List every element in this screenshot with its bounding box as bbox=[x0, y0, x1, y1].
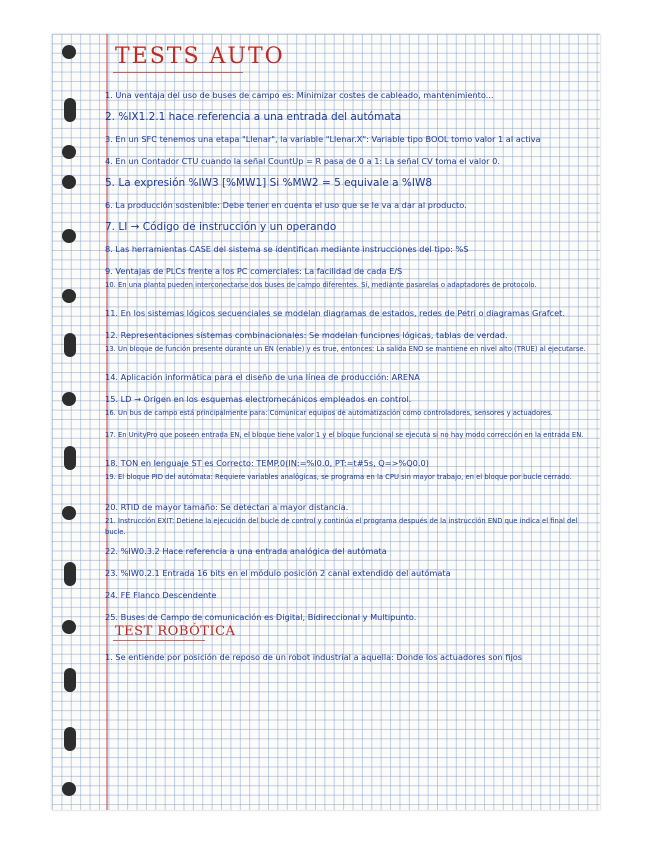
binder-hole bbox=[62, 145, 76, 159]
binder-hole bbox=[64, 98, 76, 122]
note-line-6: 6. La producción sostenible: Debe tener en cuenta el uso que se le va a dar al producto. bbox=[105, 200, 467, 210]
binder-hole bbox=[64, 727, 76, 751]
note-line-12: 12. Representaciones sistemas combinacionales: Se modelan funciones lógicas, tablas de verdad. bbox=[105, 330, 508, 340]
note-line-13: 13. Un bloque de función presente durante un EN (enable) y es true, entonces: La salida ENO se mantiene en nivel alto (TRUE) al ejecutarse. bbox=[105, 345, 586, 353]
section-title-robotics: TEST ROBÓTICA bbox=[115, 624, 236, 639]
robotics-note-line-1: 1. Se entiende por posición de reposo de un robot industrial a aquella: Donde los actuadores son fijos bbox=[105, 652, 523, 662]
binder-hole bbox=[64, 562, 76, 586]
note-line-2: 2. %IX1.2.1 hace referencia a una entrada del autómata bbox=[105, 111, 402, 123]
note-line-15: 15. LD → Origen en los esquemas electromecánicos empleados en control. bbox=[105, 394, 412, 404]
note-line-25: 25. Buses de Campo de comunicación es Digital, Bidireccional y Multipunto. bbox=[105, 612, 417, 622]
note-line-11: 11. En los sistemas lógicos secuenciales se modelan diagramas de estados, redes de Petri o diagramas Grafcet. bbox=[105, 308, 565, 318]
note-line-10: 10. En una planta pueden interconectarse dos buses de campo diferentes. Sí, mediante pasarelas o adaptadores de protocolo. bbox=[105, 281, 537, 289]
note-line-7: 7. LI → Código de instrucción y un operando bbox=[105, 221, 337, 233]
note-line-24: 24. FE Flanco Descendente bbox=[105, 590, 217, 600]
binder-hole bbox=[62, 45, 76, 59]
binder-hole bbox=[62, 175, 76, 189]
note-line-3: 3. En un SFC tenemos una etapa "Llenar", la variable "Llenar.X": Variable tipo BOOL tomo valor 1 al activa bbox=[105, 134, 541, 144]
note-line-17: 17. En UnityPro que poseen entrada EN, el bloque tiene valor 1 y el bloque funcional se ejecuta si no hay modo corrección en la entrada EN. bbox=[105, 431, 584, 439]
note-line-23: 23. %IW0.2.1 Entrada 16 bits en el módulo posición 2 canal extendido del autómata bbox=[105, 568, 451, 578]
note-line-1: 1. Una ventaja del uso de buses de campo es: Minimizar costes de cableado, mantenimiento... bbox=[105, 90, 494, 100]
note-line-14: 14. Aplicación informática para el diseño de una línea de producción: ARENA bbox=[105, 372, 420, 382]
binder-hole bbox=[62, 506, 76, 520]
binder-hole bbox=[64, 446, 76, 470]
note-line-18: 18. TON en lenguaje ST es Correcto: TEMP.0(IN:=%I0.0, PT:=t#5s, Q=>%Q0.0) bbox=[105, 458, 429, 468]
binder-hole bbox=[62, 229, 76, 243]
note-line-8: 8. Las herramientas CASE del sistema se identifican mediante instrucciones del tipo: %S bbox=[105, 244, 469, 254]
note-line-4: 4. En un Contador CTU cuando la señal CountUp = R pasa de 0 a 1: La señal CV toma el valor 0. bbox=[105, 156, 500, 166]
note-line-5: 5. La expresión %IW3 [%MW1] Si %MW2 = 5 equivale a %IW8 bbox=[105, 177, 433, 189]
note-line-22: 22. %IW0.3.2 Hace referencia a una entrada analógica del autómata bbox=[105, 546, 387, 556]
binder-hole bbox=[62, 782, 76, 796]
page-title: TESTS AUTO bbox=[115, 44, 285, 69]
binder-hole bbox=[62, 620, 76, 634]
binder-hole bbox=[62, 392, 76, 406]
note-line-21: 21. Instrucción EXIT: Detiene la ejecución del bucle de control y continúa el programa después de la instrucción END que indica el final del bucle. bbox=[105, 517, 578, 536]
note-line-9: 9. Ventajas de PLCs frente a los PC comerciales: La facilidad de cada E/S bbox=[105, 266, 403, 276]
note-line-16: 16. Un bus de campo está principalmente para: Comunicar equipos de automatización como controladores, sensores y actuadores. bbox=[105, 409, 553, 417]
note-line-20: 20. RTID de mayor tamaño: Se detectan a mayor distancia. bbox=[105, 502, 349, 512]
binder-hole bbox=[64, 668, 76, 692]
binder-hole bbox=[64, 333, 76, 357]
note-line-19: 19. El bloque PID del autómata: Requiere variables analógicas, se programa en la CPU sin mayor trabajo, en el bloque por bucle cerrado. bbox=[105, 473, 572, 481]
subtitle-underline bbox=[113, 640, 205, 641]
binder-hole bbox=[62, 289, 76, 303]
title-underline bbox=[113, 72, 243, 73]
